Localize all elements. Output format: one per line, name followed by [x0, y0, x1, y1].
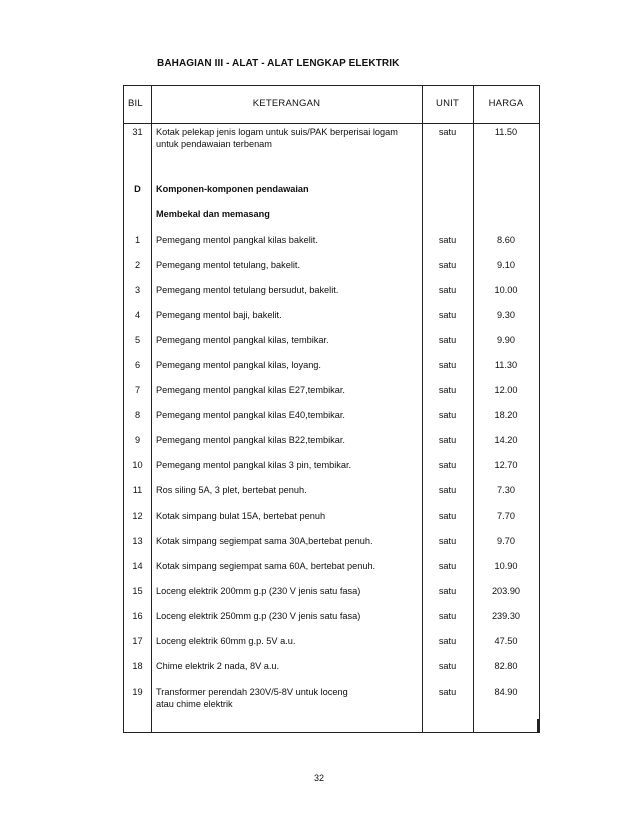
row-bil: 19 [132, 687, 143, 697]
row-description-line: Pemegang mentol tetulang bersudut, bakelit. [156, 285, 339, 295]
row-description-line: Pemegang mentol pangkal kilas E27,tembikar. [156, 385, 345, 395]
row-description-line: Pemegang mentol pangkal kilas, tembikar. [156, 335, 329, 345]
row-bil: 16 [132, 611, 143, 621]
row-description [156, 434, 418, 446]
row-description-line-2: untuk pendawaian terbenam [156, 139, 272, 149]
row-bil: 11 [132, 485, 143, 495]
header-divider [124, 123, 539, 124]
row-price: 84.90 [494, 687, 518, 697]
row-unit: satu [438, 687, 457, 697]
row-description-line: Komponen-komponen pendawaian [156, 184, 309, 194]
row-price: 12.70 [494, 460, 518, 470]
row-unit: satu [438, 536, 457, 546]
page-title: BAHAGIAN III - ALAT - ALAT LENGKAP ELEKTRIK [157, 58, 400, 69]
row-bil: 4 [134, 310, 141, 320]
row-description [156, 585, 418, 597]
row-unit: satu [438, 310, 457, 320]
row-price: 8.60 [497, 235, 515, 245]
row-description [156, 660, 418, 672]
row-description [156, 334, 418, 346]
row-bil: 1 [134, 235, 141, 245]
row-price: 239.30 [491, 611, 521, 621]
row-unit: satu [438, 127, 457, 137]
row-description [156, 284, 418, 296]
row-bil: 3 [134, 285, 141, 295]
row-bil: 18 [132, 661, 143, 671]
row-price: 47.50 [494, 636, 518, 646]
row-price: 9.30 [497, 310, 515, 320]
row-bil: 31 [132, 127, 143, 137]
row-description [156, 259, 418, 271]
row-unit: satu [438, 260, 457, 270]
row-price: 9.70 [497, 536, 515, 546]
row-description-line: Loceng elektrik 60mm g.p. 5V a.u. [156, 636, 296, 646]
row-price: 11.50 [494, 127, 518, 137]
row-price: 203.90 [491, 586, 521, 596]
row-bil: 13 [132, 536, 143, 546]
row-unit: satu [438, 485, 457, 495]
row-description-line: Kotak pelekap jenis logam untuk suis/PAK berperisai logam [156, 127, 398, 137]
row-description-line: Pemegang mentol pangkal kilas E40,tembikar. [156, 410, 345, 420]
row-description [156, 686, 418, 710]
row-unit: satu [438, 511, 457, 521]
row-bil: 2 [134, 260, 141, 270]
page-number: 32 [313, 773, 324, 783]
row-price: 14.20 [494, 435, 518, 445]
row-price: 9.90 [497, 335, 515, 345]
row-unit: satu [438, 636, 457, 646]
row-description [156, 535, 418, 547]
row-description [156, 126, 418, 150]
row-description [156, 384, 418, 396]
row-description [156, 560, 418, 572]
row-price: 9.10 [497, 260, 515, 270]
row-description-line: Loceng elektrik 200mm g.p (230 V jenis satu fasa) [156, 586, 361, 596]
row-description-line: Pemegang mentol pangkal kilas 3 pin, tembikar. [156, 460, 352, 470]
row-unit: satu [438, 410, 457, 420]
price-table [123, 85, 540, 733]
row-description-line: Kotak simpang segiempat sama 60A, bertebat penuh. [156, 561, 376, 571]
row-description-line: Pemegang mentol pangkal kilas, loyang. [156, 360, 321, 370]
row-description-line: Pemegang mentol pangkal kilas B22,tembikar. [156, 435, 345, 445]
row-description-line: Loceng elektrik 250mm g.p (230 V jenis satu fasa) [156, 611, 361, 621]
row-price: 18.20 [494, 410, 518, 420]
header-bil: BIL [128, 98, 143, 109]
row-description [156, 635, 418, 647]
row-description-line: Ros siling 5A, 3 plet, bertebat penuh. [156, 485, 307, 495]
row-price: 10.90 [494, 561, 518, 571]
row-bil: 10 [132, 460, 143, 470]
row-unit: satu [438, 460, 457, 470]
row-unit: satu [438, 611, 457, 621]
row-description [156, 183, 418, 195]
row-price: 12.00 [494, 385, 518, 395]
column-divider-bil [151, 86, 152, 732]
row-bil: 7 [134, 385, 141, 395]
row-description-line: Pemegang mentol baji, bakelit. [156, 310, 282, 320]
row-description-line: Chime elektrik 2 nada, 8V a.u. [156, 661, 280, 671]
row-description-line: Transformer perendah 230V/5-8V untuk loceng [156, 687, 348, 697]
row-description-line: Membekal dan memasang [156, 209, 270, 219]
row-unit: satu [438, 586, 457, 596]
row-description [156, 309, 418, 321]
row-price: 7.70 [497, 511, 515, 521]
row-bil: 5 [134, 335, 141, 345]
row-description-line-2: atau chime elektrik [156, 699, 233, 709]
row-description-line: Pemegang mentol tetulang, bakelit. [156, 260, 301, 270]
row-unit: satu [438, 435, 457, 445]
row-description [156, 510, 418, 522]
row-unit: satu [438, 385, 457, 395]
row-bil: 12 [132, 511, 143, 521]
margin-mark [537, 719, 539, 733]
row-bil: 8 [134, 410, 141, 420]
row-description [156, 610, 418, 622]
row-bil: 14 [132, 561, 143, 571]
row-description [156, 359, 418, 371]
row-bil: 6 [134, 360, 141, 370]
row-bil: 15 [132, 586, 143, 596]
row-bil: 9 [134, 435, 141, 445]
header-keterangan: KETERANGAN [252, 98, 321, 109]
header-unit: UNIT [436, 98, 459, 109]
row-price: 82.80 [494, 661, 518, 671]
row-description [156, 208, 418, 220]
row-description [156, 234, 418, 246]
row-unit: satu [438, 661, 457, 671]
row-unit: satu [438, 360, 457, 370]
row-bil: D [134, 184, 141, 194]
row-bil: 17 [132, 636, 143, 646]
row-description [156, 459, 418, 471]
row-description [156, 484, 418, 496]
row-price: 10.00 [494, 285, 518, 295]
row-unit: satu [438, 335, 457, 345]
row-description-line: Kotak simpang segiempat sama 30A,bertebat penuh. [156, 536, 373, 546]
row-unit: satu [438, 285, 457, 295]
row-description-line: Kotak simpang bulat 15A, bertebat penuh [156, 511, 326, 521]
row-price: 7.30 [497, 485, 515, 495]
row-unit: satu [438, 235, 457, 245]
row-price: 11.30 [494, 360, 518, 370]
row-description-line: Pemegang mentol pangkal kilas bakelit. [156, 235, 318, 245]
header-harga: HARGA [488, 98, 524, 109]
row-unit: satu [438, 561, 457, 571]
row-description [156, 409, 418, 421]
